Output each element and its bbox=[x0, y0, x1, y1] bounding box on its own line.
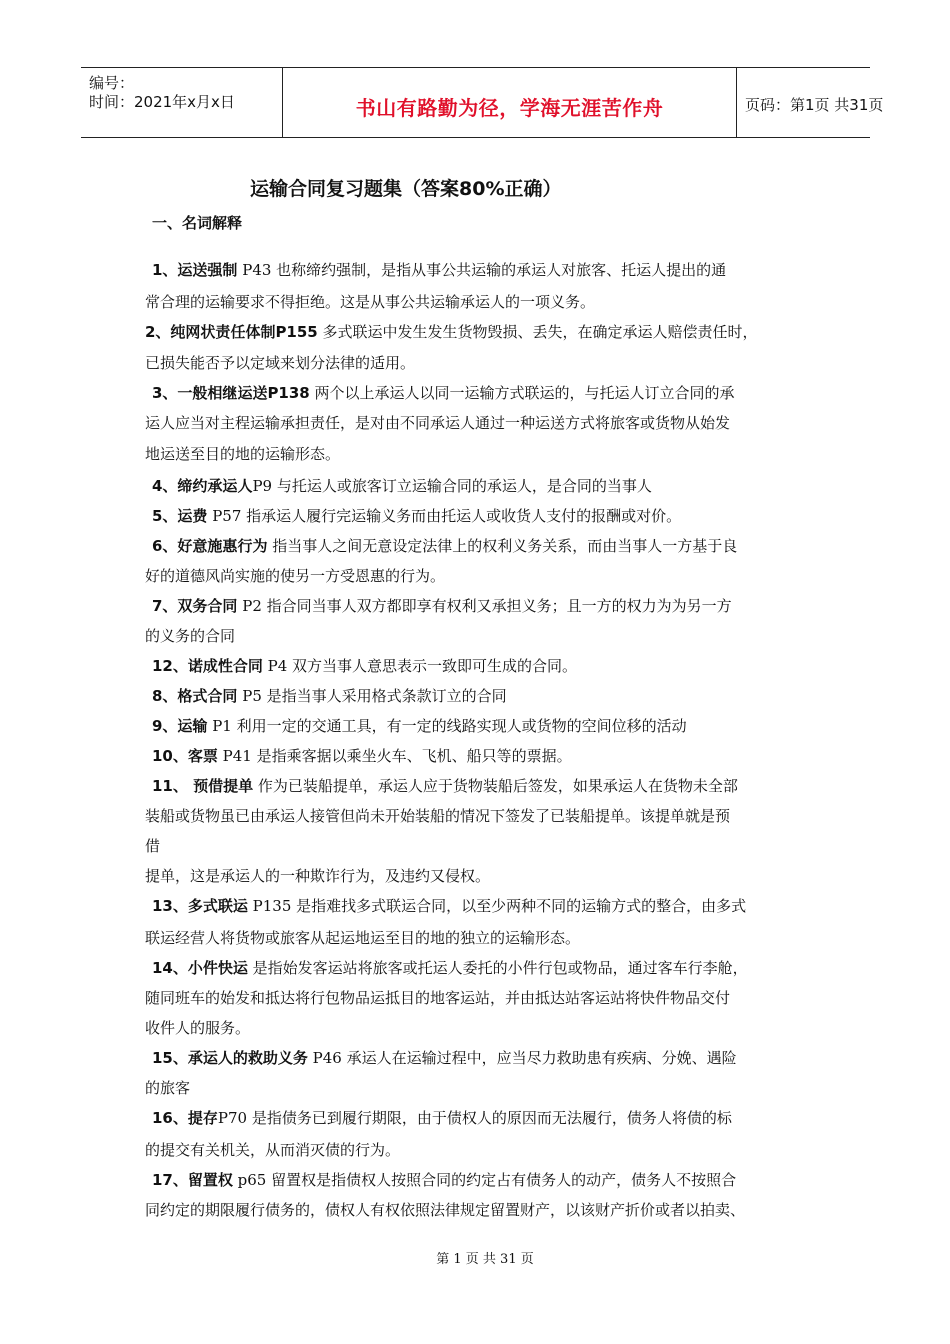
definition-text: 的提交有关机关，从而消灭债的行为。 bbox=[145, 1141, 401, 1159]
definition-text: P5 是指当事人采用格式条款订立的合同 bbox=[237, 687, 507, 705]
term: 11、 预借提单 bbox=[152, 777, 254, 795]
definition-text: P2 指合同当事人双方都即享有权利又承担义务；且一方的权力为为另一方 bbox=[237, 597, 732, 615]
header-info-cell bbox=[81, 68, 282, 137]
definition-text: P43 也称缔约强制，是指从事公共运输的承运人对旅客、托运人提出的通 bbox=[237, 261, 727, 279]
term: 7、双务合同 bbox=[152, 597, 238, 615]
term: 4、缔约承运人 bbox=[152, 477, 253, 495]
term: 2、纯网状责任体制P155 bbox=[145, 323, 318, 341]
text-line bbox=[152, 1048, 737, 1068]
definition-text: P135 是指难找多式联运合同，以至少两种不同的运输方式的整合，由多式 bbox=[247, 897, 747, 915]
definition-text: 多式联运中发生发生货物毁损、丢失，在确定承运人赔偿责任时， bbox=[317, 323, 758, 341]
text-line bbox=[152, 776, 738, 796]
term: 15、承运人的救助义务 bbox=[152, 1049, 308, 1067]
term: 8、格式合同 bbox=[152, 687, 238, 705]
text-line bbox=[152, 476, 652, 496]
text-line bbox=[145, 1140, 400, 1160]
term: 3、一般相继运送P138 bbox=[152, 384, 310, 402]
serial-label: 编号： bbox=[89, 74, 135, 92]
term: 10、客票 bbox=[152, 747, 218, 765]
definition-text: 两个以上承运人以同一运输方式联运的，与托运人订立合同的承 bbox=[309, 384, 735, 402]
header-page-cell bbox=[737, 68, 884, 137]
definition-text: 地运送至目的地的运输形态。 bbox=[145, 445, 341, 463]
header-motto-cell bbox=[282, 68, 737, 137]
text-line bbox=[145, 806, 730, 826]
term: 14、小件快运 bbox=[152, 959, 248, 977]
definition-text: P57 指承运人履行完运输义务而由托运人或收货人支付的报酬或对价。 bbox=[207, 507, 682, 525]
term: 16、提存 bbox=[152, 1109, 218, 1127]
text-line bbox=[152, 260, 726, 280]
text-line bbox=[145, 444, 340, 464]
text-line bbox=[145, 626, 235, 646]
page-label: 页码：第1页 共31页 bbox=[745, 96, 884, 114]
text-line bbox=[152, 656, 577, 676]
definition-text: 运人应当对主程运输承担责任，是对由不同承运人通过一种运送方式将旅客或货物从始发 bbox=[145, 414, 731, 432]
definition-text: P4 双方当事人意思表示一致即可生成的合同。 bbox=[262, 657, 578, 675]
text-line bbox=[145, 566, 445, 586]
definition-text: 随同班车的始发和抵达将行包物品运抵目的地客运站，并由抵达站客运站将快件物品交付 bbox=[145, 989, 731, 1007]
definition-text: P41 是指乘客据以乘坐火车、飞机、船只等的票据。 bbox=[217, 747, 572, 765]
text-line bbox=[152, 896, 746, 916]
definition-text: 联运经营人将货物或旅客从起运地运至目的地的独立的运输形态。 bbox=[145, 929, 581, 947]
text-line bbox=[145, 413, 730, 433]
definition-text: 作为已装船提单，承运人应于货物装船后签发，如果承运人在货物未全部 bbox=[253, 777, 738, 795]
definition-text: 收件人的服务。 bbox=[145, 1019, 251, 1037]
definition-text: p65 留置权是指债权人按照合同的约定占有债务人的动产，债务人不按照合 bbox=[232, 1171, 737, 1189]
term: 5、运费 bbox=[152, 507, 208, 525]
definition-text: 已损失能否予以定域来划分法律的适用。 bbox=[145, 354, 416, 372]
text-line bbox=[152, 383, 735, 403]
definition-text: 是指始发客运站将旅客或托运人委托的小件行包或物品，通过客车行李舱， bbox=[247, 959, 748, 977]
term: 13、多式联运 bbox=[152, 897, 248, 915]
definition-text: 的旅客 bbox=[145, 1079, 191, 1097]
text-line bbox=[152, 746, 572, 766]
definition-text: 的义务的合同 bbox=[145, 627, 236, 645]
term: 12、诺成性合同 bbox=[152, 657, 263, 675]
text-line bbox=[145, 1078, 190, 1098]
text-line bbox=[152, 1108, 732, 1128]
definition-text: 指当事人之间无意设定法律上的权利义务关系，而由当事人一方基于良 bbox=[267, 537, 738, 555]
header-table bbox=[81, 67, 884, 138]
text-line bbox=[145, 1200, 745, 1220]
text-line bbox=[145, 292, 595, 312]
text-line bbox=[152, 958, 748, 978]
motto: 书山有路勤为径，学海无涯苦作舟 bbox=[355, 96, 664, 120]
text-line bbox=[152, 686, 507, 706]
text-line bbox=[152, 596, 732, 616]
term: 9、运输 bbox=[152, 717, 208, 735]
definition-text: 常合理的运输要求不得拒绝。这是从事公共运输承运人的一项义务。 bbox=[145, 293, 596, 311]
text-line bbox=[152, 716, 687, 736]
time-label: 时间：2021年x月x日 bbox=[89, 93, 235, 111]
text-line bbox=[145, 836, 160, 856]
definition-text: 借 bbox=[145, 837, 161, 855]
section-heading: 一、名词解释 bbox=[152, 214, 243, 232]
text-line bbox=[152, 506, 681, 526]
definition-text: 好的道德风尚实施的使另一方受恩惠的行为。 bbox=[145, 567, 446, 585]
text-line bbox=[145, 988, 730, 1008]
term: 6、好意施惠行为 bbox=[152, 537, 268, 555]
page-footer: 第 1 页 共 31 页 bbox=[436, 1252, 534, 1267]
text-line bbox=[145, 928, 580, 948]
definition-text: P1 利用一定的交通工具，有一定的线路实现人或货物的空间位移的活动 bbox=[207, 717, 687, 735]
definition-text: P70 是指债务已到履行期限，由于债权人的原因而无法履行，债务人将债的标 bbox=[217, 1109, 732, 1127]
text-line bbox=[145, 322, 758, 342]
definition-text: P9 与托运人或旅客订立运输合同的承运人，是合同的当事人 bbox=[252, 477, 652, 495]
term: 17、留置权 bbox=[152, 1171, 233, 1189]
term: 1、运送强制 bbox=[152, 261, 238, 279]
definition-text: 装船或货物虽已由承运人接管但尚未开始装船的情况下签发了已装船提单。该提单就是预 bbox=[145, 807, 731, 825]
definition-text: P46 承运人在运输过程中，应当尽力救助患有疾病、分娩、遇险 bbox=[307, 1049, 737, 1067]
definition-text: 提单，这是承运人的一种欺诈行为，及违约又侵权。 bbox=[145, 867, 491, 885]
text-line bbox=[145, 353, 415, 373]
text-line bbox=[152, 1170, 736, 1190]
definition-text: 同约定的期限履行债务的，债权人有权依照法律规定留置财产，以该财产折价或者以拍卖、 bbox=[145, 1201, 746, 1219]
text-line bbox=[145, 866, 490, 886]
document-title: 运输合同复习题集（答案80%正确） bbox=[250, 178, 562, 200]
text-line bbox=[145, 1018, 250, 1038]
text-line bbox=[152, 536, 737, 556]
